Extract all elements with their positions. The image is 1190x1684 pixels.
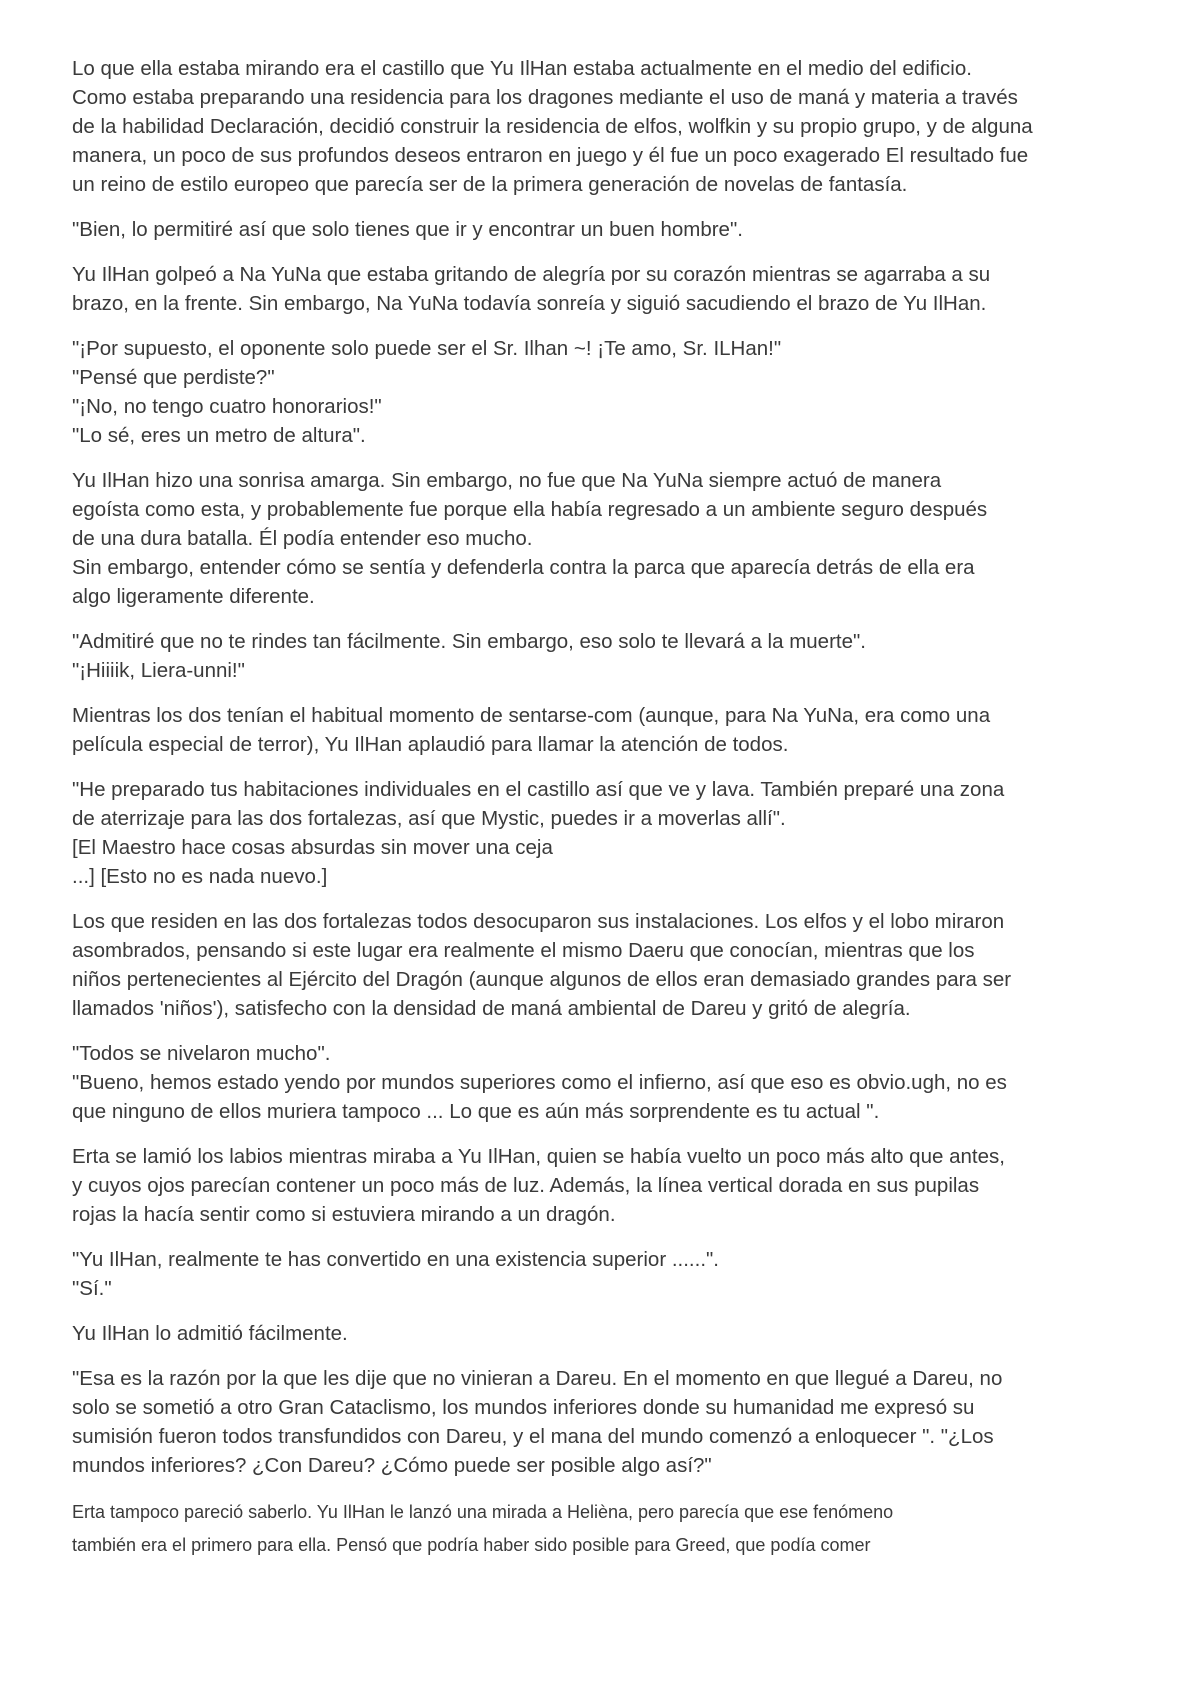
text-line: ...] [Esto no es nada nuevo.]	[72, 865, 328, 888]
text-line: manera, un poco de sus profundos deseos entraron en juego y él fue un poco exagerado El resultado fue	[72, 144, 1029, 167]
text-line: egoísta como esta, y probablemente fue porque ella había regresado a un ambiente seguro después	[72, 498, 988, 521]
text-line: [El Maestro hace cosas absurdas sin mover una ceja	[72, 836, 553, 859]
paragraph	[72, 334, 1122, 450]
text-line: Los que residen en las dos fortalezas todos desocuparon sus instalaciones. Los elfos y el lobo miraron	[72, 910, 1005, 933]
text-line: Sin embargo, entender cómo se sentía y defenderla contra la parca que aparecía detrás de ella era	[72, 556, 975, 579]
text-line: "¡No, no tengo cuatro honorarios!"	[72, 395, 382, 418]
paragraph	[72, 215, 1122, 244]
paragraph	[72, 1245, 1122, 1303]
paragraph	[72, 260, 1122, 318]
text-line: Mientras los dos tenían el habitual momento de sentarse-com (aunque, para Na YuNa, era como una	[72, 704, 991, 727]
paragraph	[72, 907, 1122, 1023]
text-line: brazo, en la frente. Sin embargo, Na YuNa todavía sonreía y siguió sacudiendo el brazo de Yu IlHan.	[72, 292, 987, 315]
text-line: Erta se lamió los labios mientras miraba a Yu IlHan, quien se había vuelto un poco más alto que antes,	[72, 1145, 1005, 1168]
text-line: "Todos se nivelaron mucho".	[72, 1042, 331, 1065]
paragraph	[72, 1319, 1122, 1348]
text-line: "Sí."	[72, 1277, 112, 1300]
text-line: algo ligeramente diferente.	[72, 585, 315, 608]
text-line: de una dura batalla. Él podía entender eso mucho.	[72, 527, 533, 550]
text-line: solo se sometió a otro Gran Cataclismo, los mundos inferiores donde su humanidad me expresó su	[72, 1396, 975, 1419]
text-line: "Bien, lo permitiré así que solo tienes que ir y encontrar un buen hombre".	[72, 218, 743, 241]
text-line: "Yu IlHan, realmente te has convertido en una existencia superior ......".	[72, 1248, 719, 1271]
text-line: "Esa es la razón por la que les dije que no vinieran a Dareu. En el momento en que llegué a Dareu, no	[72, 1367, 1003, 1390]
text-line: Yu IlHan lo admitió fácilmente.	[72, 1322, 348, 1345]
text-line: de aterrizaje para las dos fortalezas, así que Mystic, puedes ir a moverlas allí".	[72, 807, 786, 830]
text-line: "Lo sé, eres un metro de altura".	[72, 424, 366, 447]
document-page	[72, 54, 1122, 1562]
text-line: película especial de terror), Yu IlHan aplaudió para llamar la atención de todos.	[72, 733, 789, 756]
text-line: mundos inferiores? ¿Con Dareu? ¿Cómo puede ser posible algo así?"	[72, 1454, 712, 1477]
text-line: "¡Hiiiik, Liera-unni!"	[72, 659, 245, 682]
text-line: Lo que ella estaba mirando era el castillo que Yu IlHan estaba actualmente en el medio del edificio.	[72, 57, 972, 80]
paragraph	[72, 1364, 1122, 1480]
paragraph	[72, 466, 1122, 611]
text-line: sumisión fueron todos transfundidos con Dareu, y el mana del mundo comenzó a enloquecer ". "¿Los	[72, 1425, 994, 1448]
text-line: un reino de estilo europeo que parecía ser de la primera generación de novelas de fantasía.	[72, 173, 908, 196]
paragraph	[72, 701, 1122, 759]
paragraph	[72, 627, 1122, 685]
text-line: rojas la hacía sentir como si estuviera mirando a un dragón.	[72, 1203, 616, 1226]
paragraph	[72, 54, 1122, 199]
text-line: Como estaba preparando una residencia para los dragones mediante el uso de maná y materia a través	[72, 86, 1018, 109]
text-line: niños pertenecientes al Ejército del Dragón (aunque algunos de ellos eran demasiado grandes para ser	[72, 968, 1012, 991]
paragraph	[72, 1039, 1122, 1126]
text-line: "Pensé que perdiste?"	[72, 366, 275, 389]
text-line: Yu IlHan golpeó a Na YuNa que estaba gritando de alegría por su corazón mientras se agarraba a su	[72, 263, 991, 286]
text-line: también era el primero para ella. Pensó que podría haber sido posible para Greed, que podía comer	[72, 1535, 871, 1555]
text-line: de la habilidad Declaración, decidió construir la residencia de elfos, wolfkin y su propio grupo, y de alguna	[72, 115, 1033, 138]
text-line: "Bueno, hemos estado yendo por mundos superiores como el infierno, así que eso es obvio.ugh, no es	[72, 1071, 1007, 1094]
paragraph	[72, 1496, 1122, 1562]
text-line: asombrados, pensando si este lugar era realmente el mismo Daeru que conocían, mientras que los	[72, 939, 975, 962]
text-line: que ninguno de ellos muriera tampoco ... Lo que es aún más sorprendente es tu actual ".	[72, 1100, 880, 1123]
text-line: llamados 'niños'), satisfecho con la densidad de maná ambiental de Dareu y gritó de alegría.	[72, 997, 911, 1020]
text-line: Erta tampoco pareció saberlo. Yu IlHan le lanzó una mirada a Helièna, pero parecía que ese fenómeno	[72, 1502, 894, 1522]
text-line: y cuyos ojos parecían contener un poco más de luz. Además, la línea vertical dorada en sus pupilas	[72, 1174, 980, 1197]
text-line: "¡Por supuesto, el oponente solo puede ser el Sr. Ilhan ~! ¡Te amo, Sr. ILHan!"	[72, 337, 782, 360]
text-line: Yu IlHan hizo una sonrisa amarga. Sin embargo, no fue que Na YuNa siempre actuó de manera	[72, 469, 942, 492]
paragraph	[72, 1142, 1122, 1229]
paragraph	[72, 775, 1122, 891]
text-line: "He preparado tus habitaciones individuales en el castillo así que ve y lava. También preparé una zona	[72, 778, 1005, 801]
text-line: "Admitiré que no te rindes tan fácilmente. Sin embargo, eso solo te llevará a la muerte".	[72, 630, 866, 653]
